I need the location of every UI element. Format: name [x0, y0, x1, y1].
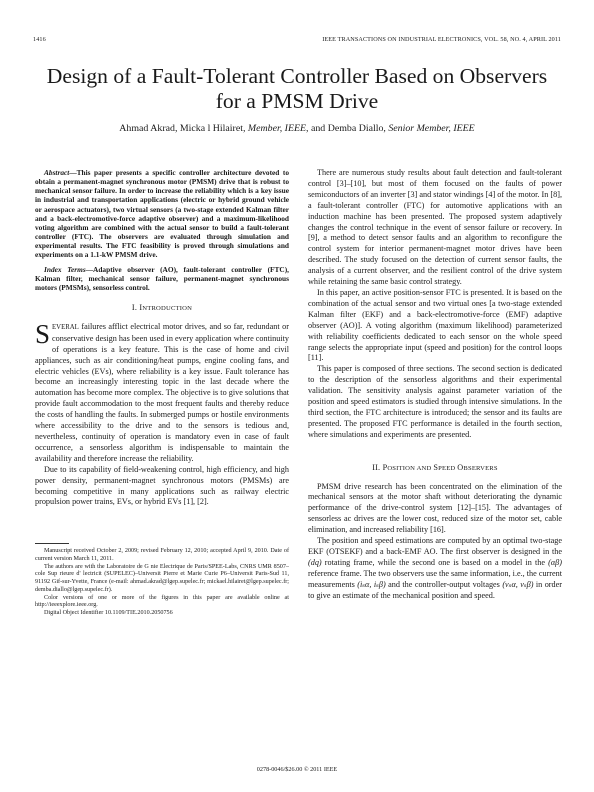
heading-initial: I [139, 303, 143, 313]
math-voltages: (vₛα, vₛβ) [502, 579, 534, 589]
text-run: The position and speed estimations are computed by an optimal two-stage EKF (OTSEKF) and a back-EMF AO. The first observer is designed in the [308, 536, 562, 556]
footnote-manuscript: Manuscript received October 2, 2009; revised February 12, 2010; accepted April 9, 2010. Date of current version March 11, 2011. [35, 548, 289, 563]
drop-cap: S [35, 318, 51, 349]
intro-paragraph-1 [35, 318, 289, 465]
section-heading-observers [308, 463, 562, 475]
author-role-2: Senior Member, IEEE [388, 123, 475, 134]
text-run: reference frame. The two observers use the same information, i.e., the current measurements [308, 568, 563, 589]
intro-text-1: failures afflict electrical motor drives, and so far, redundant or conservative design has been used in every application where continuity of operations is a key feature. This is the case of home and civil appliances, such as air conditioning/heat pumps, engine cooling fans, and electric vehicles (EVs), where reliability is a key issue. Fault tolerance has become an increasingly interesting topic in the last decade where the automation has become more complex. The objective is to give solutions that provide fault accommodation to the most frequent faults and thereby reduce the costs of handling the faults. In submerged pumps or hostile environments where accessibility to the drive and to the sensors is tedious and, nevertheless, continuity of operation is mandatory even in case of fault occurrence, a sensorless algorithm is indispensable to maintain the availability and therefore increase the reliability. [35, 321, 289, 463]
author-names-2: , and Demba Diallo, [306, 123, 389, 134]
heading-smallcaps: BSERVERS [463, 464, 498, 472]
heading-smallcaps: PEED [438, 464, 458, 472]
footnote-color: Color versions of one or more of the figures in this paper are available online at http://ieeexplore.ieee.org. [35, 594, 289, 609]
heading-smallcaps: OSITION AND [387, 464, 434, 472]
copyright-line: 0278-0046/$26.00 © 2011 IEEE [256, 766, 338, 773]
running-head [33, 36, 561, 46]
math-dq: (dq) [308, 557, 322, 567]
text-run: in order to give an estimate of the mechanical position and speed. [308, 579, 562, 600]
page-number: 1416 [33, 36, 46, 43]
index-terms [35, 265, 289, 292]
journal-header: IEEE TRANSACTIONS ON INDUSTRIAL ELECTRONICS, VOL. 58, NO. 4, APRIL 2011 [322, 36, 561, 43]
section-numeral: I. [131, 303, 140, 313]
abstract-text: —This paper presents a specific controller architecture devoted to obtain a permanent-magnet synchronous motor (PMSM) drive that is robust to mechanical sensor failure. In order to increase the reliability which is a key issue in industrial and transportation applications (electric or hybrid ground vehicle or aerospace actuators), two virtual sensors (a two-stage extended Kalman filter and a back-electromotive-force adaptive observer) and a maximum-likelihood voting algorithm are combined with the actual sensor to build a fault-tolerant controller (FTC). The observers are evaluated through simulation and experimental results. The FTC feasibility is proved through simulations and experiments on a 1.1-kW PMSM drive. [35, 168, 289, 260]
author-role-1: Member, IEEE [247, 123, 307, 134]
index-terms-label: Index Terms [44, 264, 86, 274]
footnote-doi: Digital Object Identifier 10.1109/TIE.2010.2050756 [44, 609, 173, 616]
right-column [308, 168, 562, 602]
observers-paragraph-1: PMSM drive research has been concentrated on the elimination of the mechanical sensors at the motor shaft without deteriorating the dynamic performance of the drive-control system [12]–[15]. The advantages of sensorless ac drives are the lower cost, reduced size of the motor set, cable elimination, and increased reliability [16]. [308, 481, 562, 535]
section-heading-introduction [35, 303, 289, 315]
section-numeral: II. [372, 462, 383, 472]
intro-smallcaps: EVERAL [52, 323, 79, 331]
heading-initial: P [382, 462, 388, 472]
body-paragraph-3: This paper is composed of three sections. The second section is dedicated to the description of the sensorless algorithms and their experimental validation. The sensitivity analysis against parameter variation of the position and speed estimators is studied through intensive simulations. In the third section, the FTC architecture is introduced; the sensor and its faults are presented. The proposed FTC performance is detailed in the fourth section, where simulations and experiments are presented. [308, 364, 562, 439]
body-paragraph-1: There are numerous study results about fault detection and fault-tolerant control [3]–[10], but most of them focused on the faults of power semiconductors of an inverter [3] and stator windings [4] of the motor. In [8], a fault-tolerant controller (FTC) for automotive applications with an induction machine has been presented. The proposed system adaptively changes the control technique in the event of sensor failure or recovery. In [9], a method to detect sensor faults and an algorithm to reconfigure the control system for interior permanent-magnet motor drives have been described. The study focused on the detection of current sensor faults, the analysis of a current observer, and the resilient control of the drive system while retaining the same basic control strategy. [308, 168, 562, 287]
observers-paragraph-2 [308, 536, 562, 601]
heading-initial: O [457, 462, 464, 472]
body-paragraph-2: In this paper, an active position-sensor FTC is presented. It is based on the combination of the actual sensor and two virtual ones [a two-stage extended Kalman filter (EKF) and a back-electromotive-force (EMF) adaptive observer (AO)]. A voting algorithm (maximum likelihood) parameterized with reliability coefficients dedicated to each sensor on the whole speed range selects the appropriate input (speed and position) for the control loops [11]. [308, 287, 562, 363]
abstract [35, 168, 289, 260]
index-terms-text: —Adaptive observer (AO), fault-tolerant controller (FTC), Kalman filter, mechanical sensor failure, permanent-magnet synchronous motors (PMSMs), sensorless control. [35, 264, 289, 292]
abstract-label: Abstract [44, 168, 70, 177]
left-column [35, 168, 289, 618]
author-names-1: Ahmad Akrad, Micka l Hilairet, [119, 123, 248, 134]
paper-title: Design of a Fault-Tolerant Controller Based on Observers for a PMSM Drive [46, 64, 548, 113]
footnote-rule [35, 543, 69, 544]
math-currents: (iₛα, iₛβ) [357, 579, 386, 589]
math-alphabeta: (αβ) [548, 557, 562, 567]
author-line [40, 123, 554, 135]
text-run: and the controller-output voltages [385, 579, 503, 589]
heading-initial: S [433, 462, 439, 472]
intro-paragraph-2: Due to its capability of field-weakening control, high efficiency, and high power density, permanent-magnet synchronous motors (PMSMs) are becoming competitive in many applications such as railway electric propulsion power trains, EVs, or hybrid EVs [1], [2]. [35, 464, 289, 507]
footnote-affiliation: The authors are with the Laboratoire de G nie Electrique de Paris/SPEE-Labs, CNRS UMR 8507– cole Sup rieure d' lectricit (SUPELEC)–Universit Pierre et Marie Curie P6–Universit Paris-Sud 11, 91192 Gif-sur-Yvette, France (e-mail: ahmad.akrad@lgep.supelec.fr; mickael.hilairet@lgep.supelec.fr; demba.diallo@lgep.supelec.fr). [35, 563, 289, 593]
heading-smallcaps: NTRODUCTION [142, 305, 193, 313]
text-run: rotating frame, while the second one is based on a model in the [321, 557, 549, 567]
